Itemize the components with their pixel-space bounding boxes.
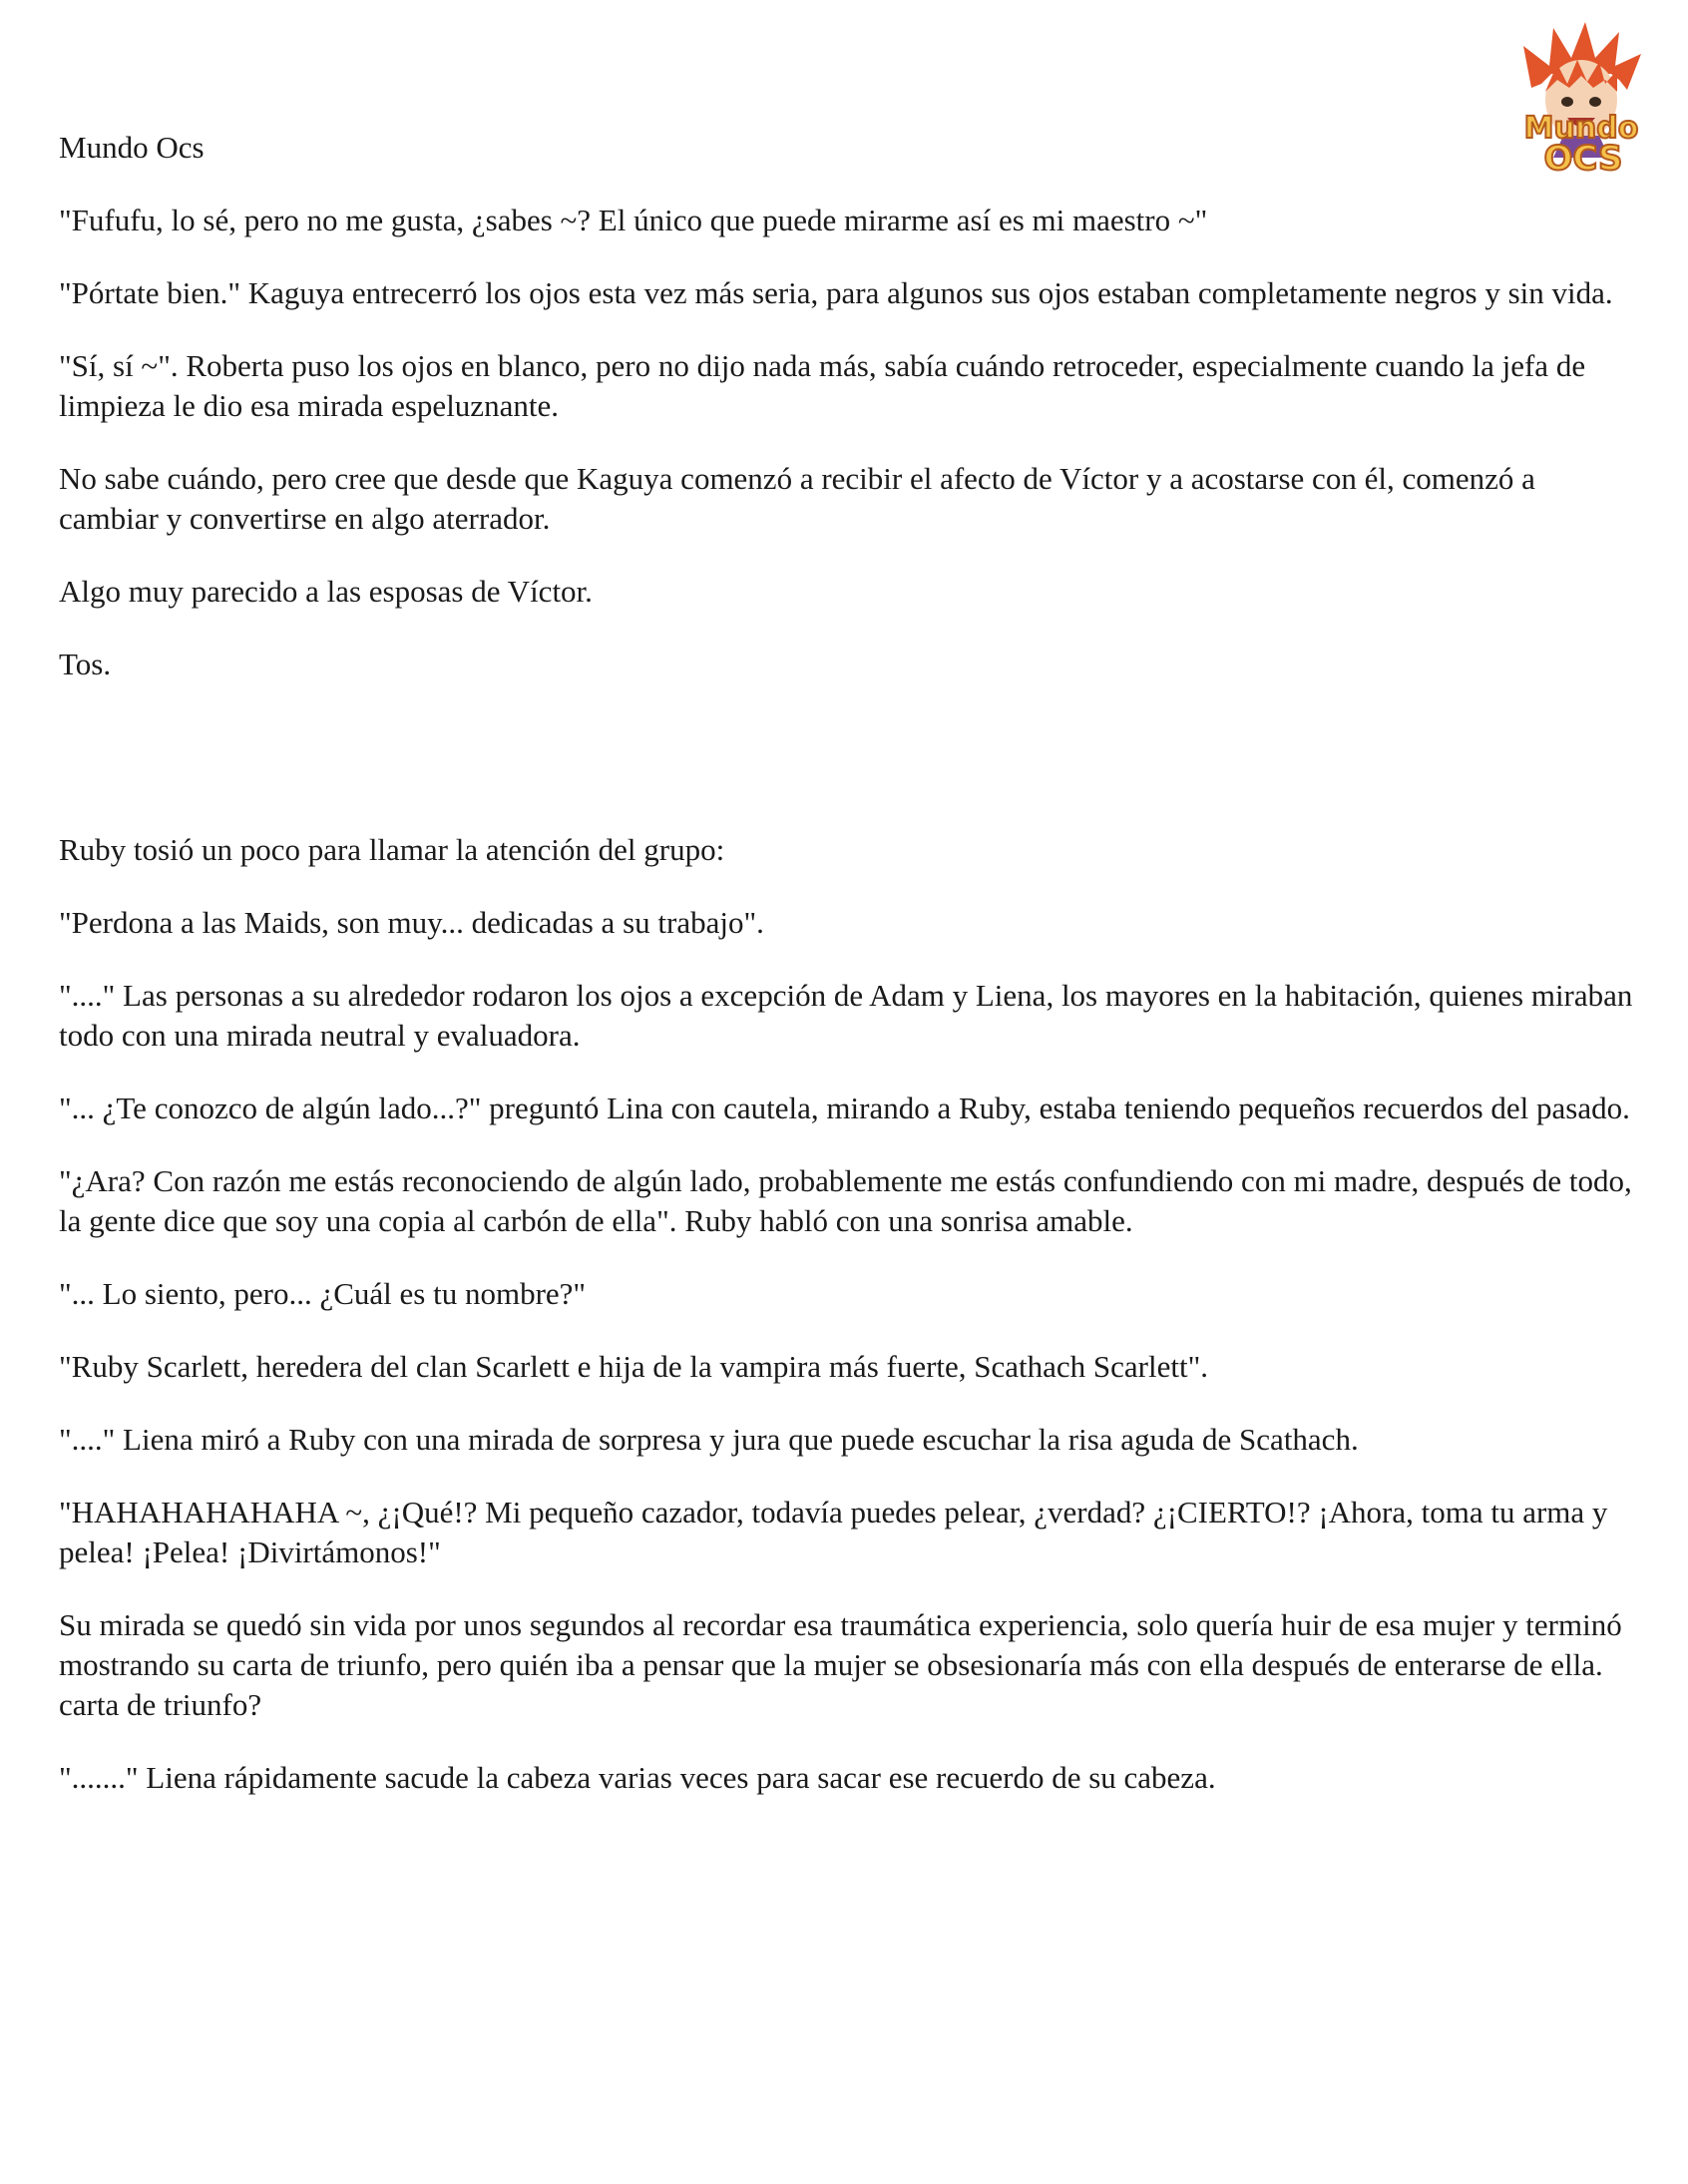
- paragraph: "... Lo siento, pero... ¿Cuál es tu nombre?": [59, 1276, 587, 1311]
- paragraph: "... ¿Te conozco de algún lado...?" preguntó Lina con cautela, mirando a Ruby, estaba teniendo pequeños recuerdos del pasado.: [59, 1091, 1630, 1125]
- site-name-heading: Mundo Ocs: [59, 130, 205, 165]
- paragraph: Ruby tosió un poco para llamar la atención del grupo:: [59, 832, 725, 867]
- paragraph: "Ruby Scarlett, heredera del clan Scarlett e hija de la vampira más fuerte, Scathach Scarlett".: [59, 1349, 1209, 1384]
- document-body: [59, 128, 1635, 1831]
- paragraph: "Perdona a las Maids, son muy... dedicadas a su trabajo".: [59, 905, 764, 940]
- logo-text-top: Mundo: [1523, 111, 1639, 146]
- paragraph: "...." Liena miró a Ruby con una mirada de sorpresa y jura que puede escuchar la risa aguda de Scathach.: [59, 1422, 1359, 1457]
- logo-text-bottom: OCS: [1543, 139, 1623, 178]
- paragraph: "¿Ara? Con razón me estás reconociendo de algún lado, probablemente me estás confundiendo con mi madre, después de todo, la gente dice que soy una copia al carbón de ella". Ruby habló con una sonrisa amable.: [59, 1163, 1632, 1238]
- paragraph: "HAHAHAHAHAHA ~, ¿¡Qué!? Mi pequeño cazador, todavía puedes pelear, ¿verdad? ¿¡CIERTO!? ¡Ahora, toma tu arma y pelea! ¡Pelea! ¡Divirtámonos!": [59, 1495, 1608, 1569]
- paragraph: Su mirada se quedó sin vida por unos segundos al recordar esa traumática experiencia, solo quería huir de esa mujer y terminó mostrando su carta de triunfo, pero quién iba a pensar que la mujer se obsesionaría más con ella después de enterarse de ella. carta de triunfo?: [59, 1607, 1622, 1722]
- paragraph: "Fufufu, lo sé, pero no me gusta, ¿sabes ~? El único que puede mirarme así es mi maestro ~": [59, 203, 1208, 237]
- paragraph: "...." Las personas a su alrededor rodaron los ojos a excepción de Adam y Liena, los mayores en la habitación, quienes miraban todo con una mirada neutral y evaluadora.: [59, 978, 1633, 1053]
- paragraph: "Pórtate bien." Kaguya entrecerró los ojos esta vez más seria, para algunos sus ojos estaban completamente negros y sin vida.: [59, 275, 1613, 310]
- paragraph: Tos.: [59, 647, 112, 681]
- paragraph: No sabe cuándo, pero cree que desde que Kaguya comenzó a recibir el afecto de Víctor y a acostarse con él, comenzó a cambiar y convertirse en algo aterrador.: [59, 461, 1535, 536]
- paragraph: "Sí, sí ~". Roberta puso los ojos en blanco, pero no dijo nada más, sabía cuándo retroceder, especialmente cuando la jefa de limpieza le dio esa mirada espeluznante.: [59, 348, 1586, 423]
- paragraph: Algo muy parecido a las esposas de Víctor.: [59, 574, 593, 609]
- paragraph: "......." Liena rápidamente sacude la cabeza varias veces para sacar ese recuerdo de su cabeza.: [59, 1760, 1216, 1795]
